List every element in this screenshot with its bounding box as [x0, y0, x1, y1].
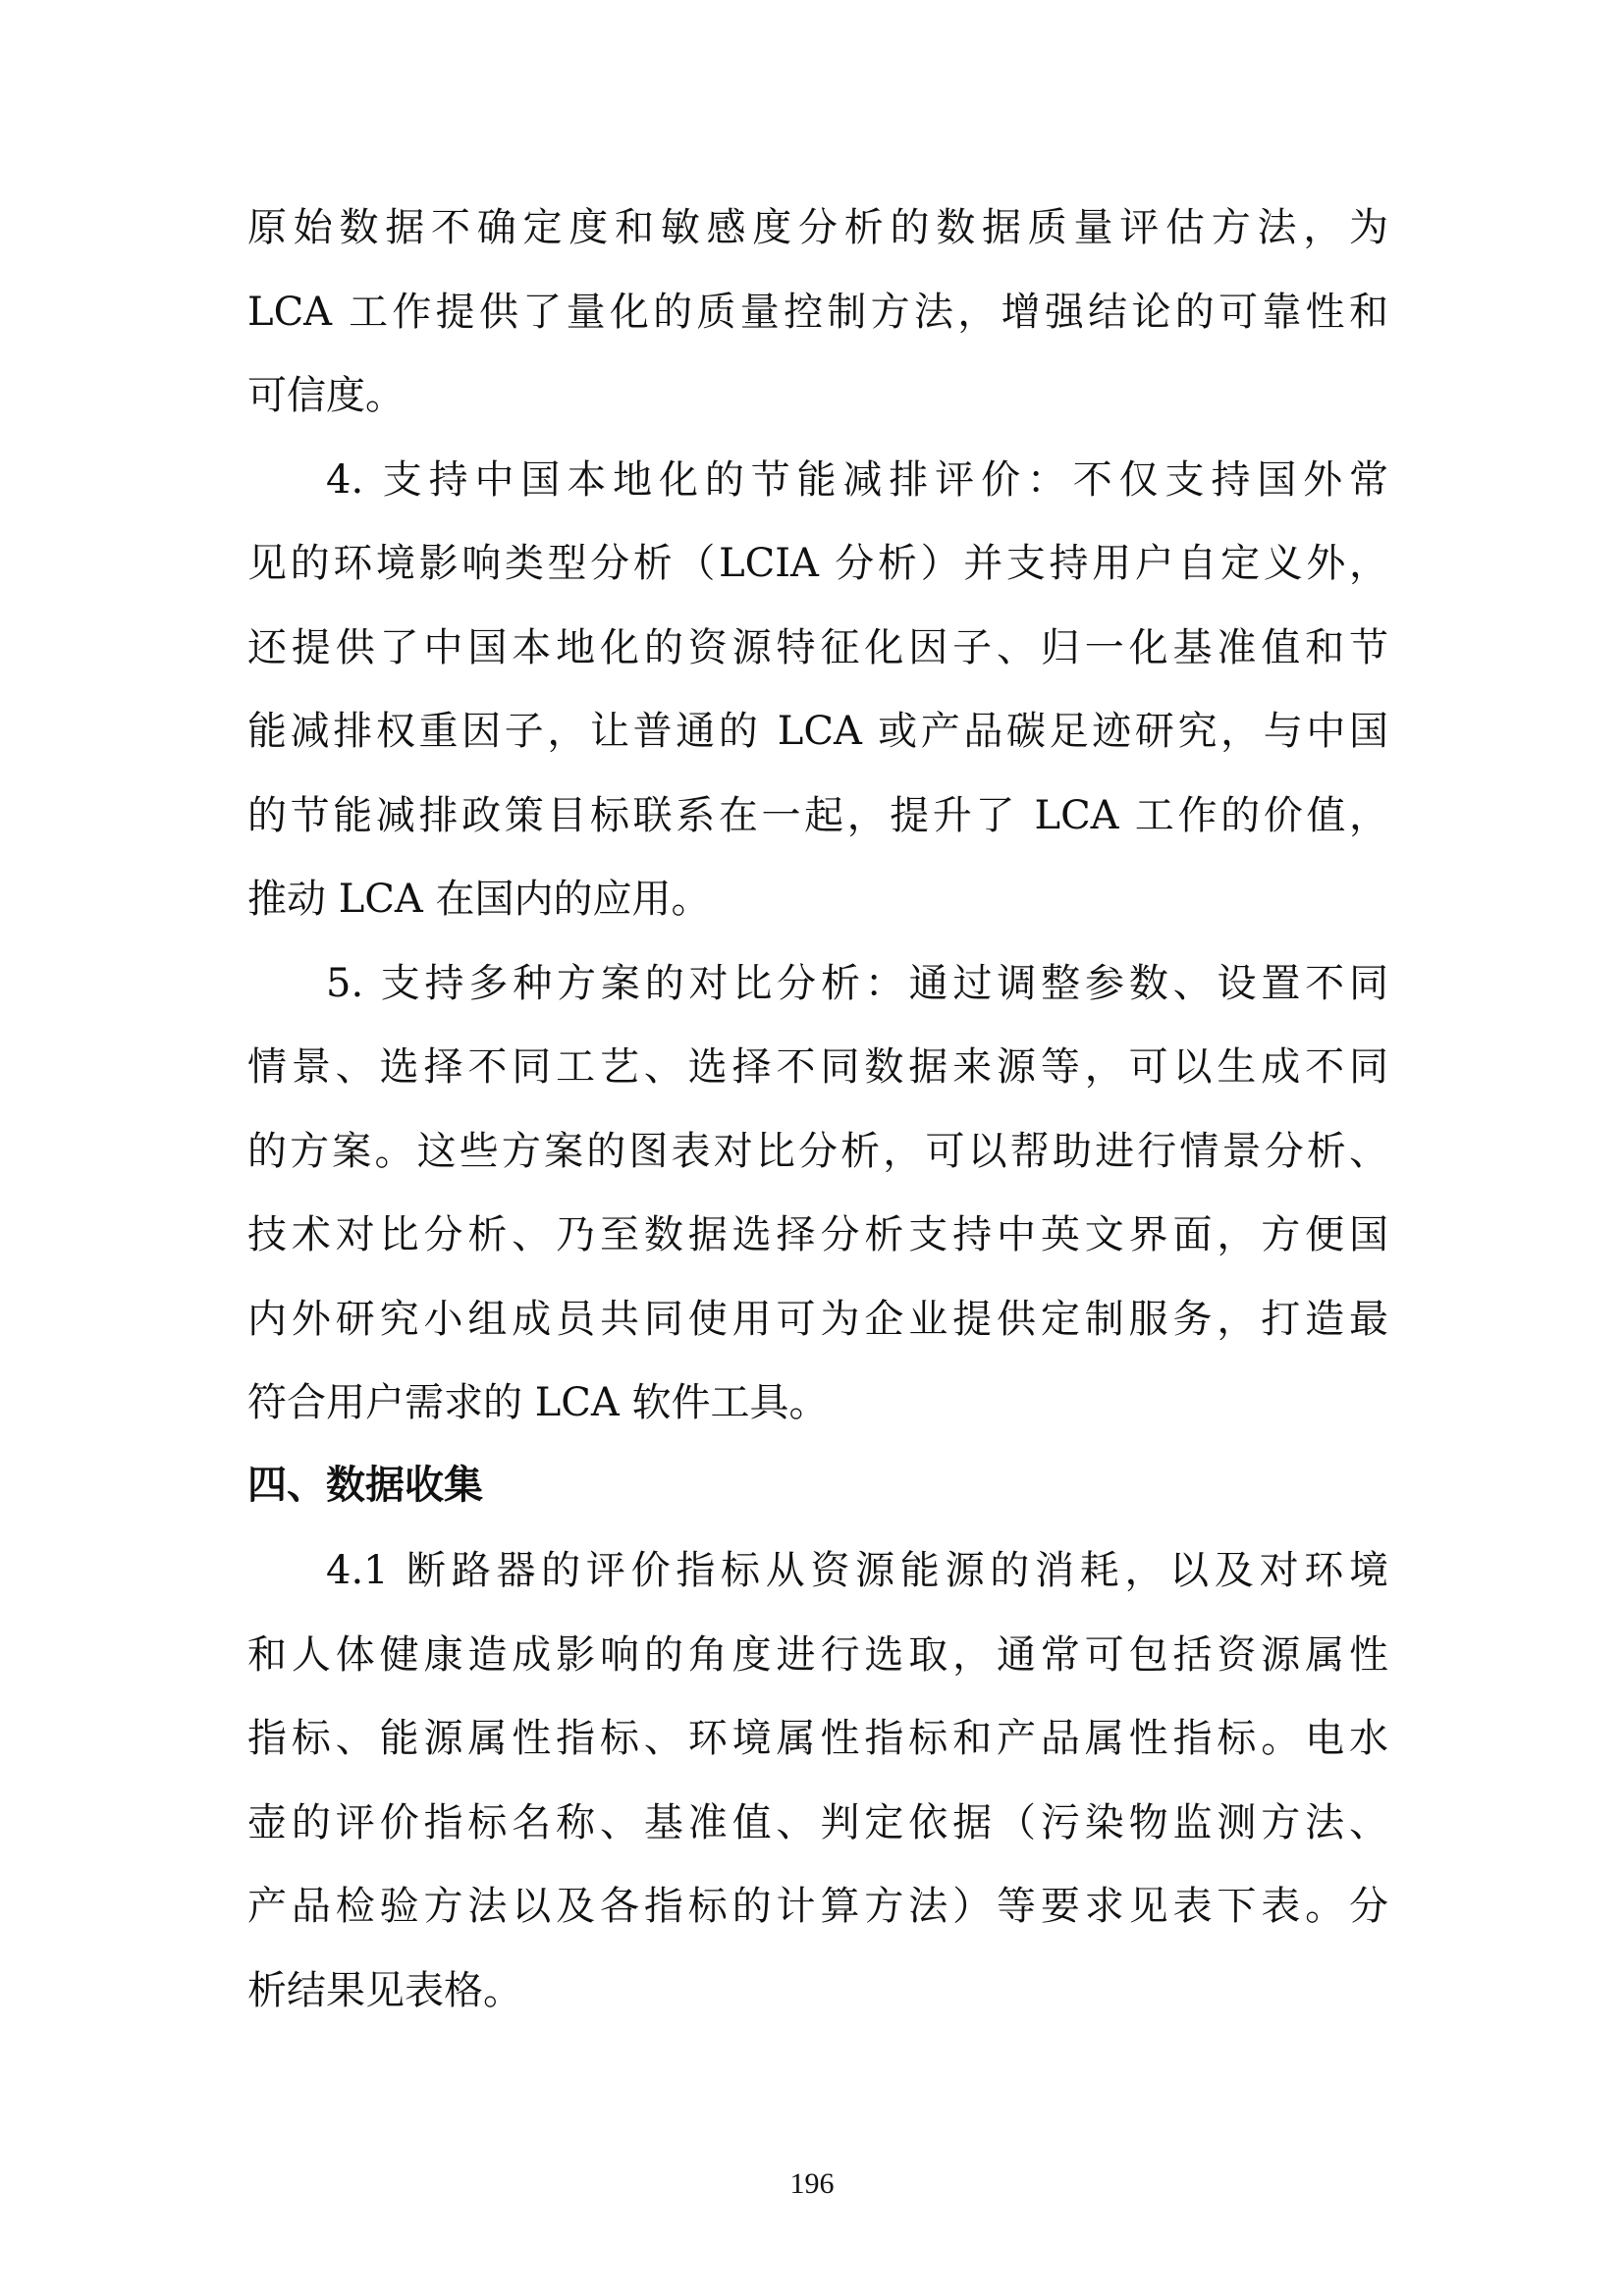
text-line: 4. 支持中国本地化的节能减排评价：不仅支持国外常: [326, 456, 1388, 503]
page-body: [247, 187, 1388, 2033]
text-line: LCA 工作提供了量化的质量控制方法，增强结论的可靠性和: [247, 289, 1388, 335]
text-line: 推动 LCA 在国内的应用。: [247, 877, 711, 922]
text-line: 还提供了中国本地化的资源特征化因子、归一化基准值和节: [247, 624, 1388, 670]
text-line: 情景、选择不同工艺、选择不同数据来源等，可以生成不同: [247, 1044, 1388, 1090]
text-line: 见的环境影响类型分析（LCIA 分析）并支持用户自定义外，: [247, 541, 1388, 586]
text-line: 4.1 断路器的评价指标从资源能源的消耗，以及对环境: [326, 1548, 1388, 1593]
text-line: 内外研究小组成员共同使用可为企业提供定制服务，打造最: [247, 1296, 1388, 1342]
text-line: 的方案。这些方案的图表对比分析，可以帮助进行情景分析、: [247, 1128, 1388, 1174]
text-line: 析结果见表格。: [247, 1967, 522, 2013]
paragraph-item-5: [247, 942, 1388, 1446]
text-line: 符合用户需求的 LCA 软件工具。: [247, 1380, 829, 1425]
text-line: 可信度。: [247, 373, 405, 418]
paragraph-item-4: [247, 439, 1388, 942]
text-line: 原始数据不确定度和敏感度分析的数据质量评估方法，为: [247, 205, 1388, 250]
paragraph-section-4-1: [247, 1529, 1388, 2033]
text-line: 5. 支持多种方案的对比分析：通过调整参数、设置不同: [326, 960, 1388, 1006]
section-heading: 四、数据收集: [247, 1462, 483, 1508]
text-line: 和人体健康造成影响的角度进行选取，通常可包括资源属性: [247, 1631, 1388, 1678]
text-line: 能减排权重因子，让普通的 LCA 或产品碳足迹研究，与中国: [247, 709, 1388, 754]
page-number: 196: [789, 2167, 835, 2200]
text-line: 技术对比分析、乃至数据选择分析支持中英文界面，方便国: [247, 1212, 1388, 1257]
paragraph-continuation: [247, 187, 1388, 439]
text-line: 产品检验方法以及各指标的计算方法）等要求见表下表。分: [247, 1884, 1388, 1929]
text-line: 指标、能源属性指标、环境属性指标和产品属性指标。电水: [247, 1716, 1388, 1761]
text-line: 的节能减排政策目标联系在一起，提升了 LCA 工作的价值，: [247, 792, 1388, 838]
text-line: 壶的评价指标名称、基准值、判定依据（污染物监测方法、: [247, 1799, 1388, 1845]
